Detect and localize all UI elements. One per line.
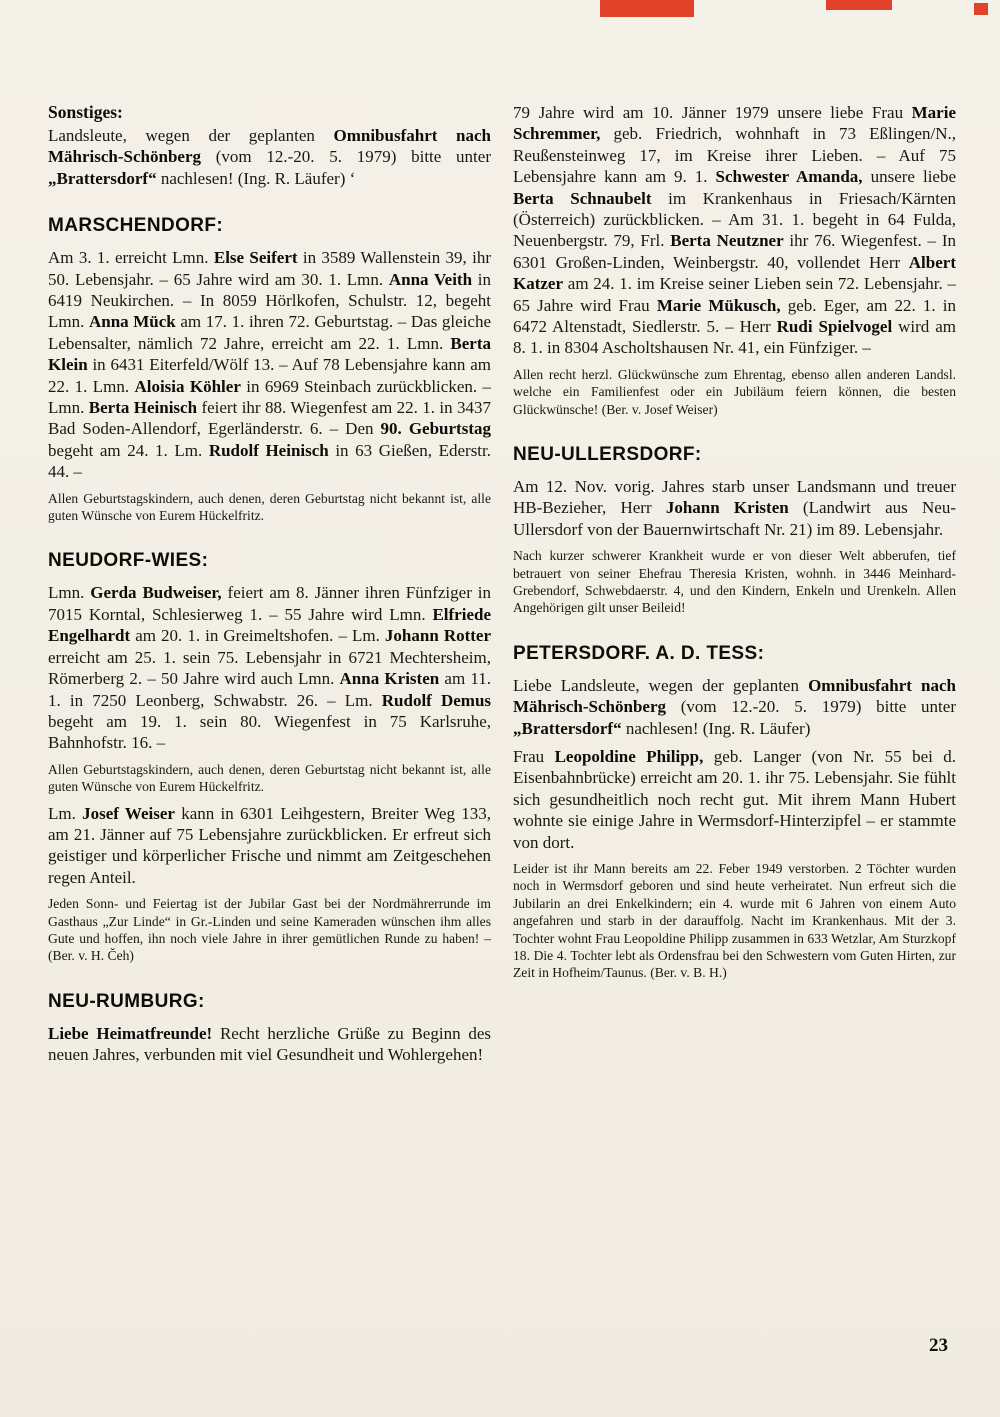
- text-run: in 6419 Neukirchen. – In 8059 Hörlkofen, Schulstr. 12, begeht Lmn.: [48, 269, 491, 332]
- body-paragraph: [513, 102, 956, 359]
- emphasized-text: „Brattersdorf“: [513, 718, 622, 738]
- text-run: Allen Geburtstagskindern, auch denen, deren Geburtstag nicht bekannt ist, alle guten Wünsche von Eurem Hückelfritz.: [48, 490, 491, 524]
- text-run: Leider ist ihr Mann bereits am 22. Feber 1949 verstorben. 2 Töchter wurden noch in Wermsdorf geboren und sind heute verheiratet. Nun erfreut sich die Jubilarin an drei Enkelkindern; ein 4. wurde mit 6 Jahren von einem Auto angefahren und starb in der darauffolg. Nacht im Krankenhaus. Mit der 3. Tochter wohnt Frau Leopoldine Philipp zusammen in 633 Wetzlar, Am Sturzkopf 18. Die 4. Tochter lebt als Ordensfrau bei den Schwestern vom Guten Hirten, zur Zeit in Hofheim/Taunus. (Ber. v. B. H.): [513, 861, 956, 981]
- emphasized-text: Elfriede Engelhardt: [48, 604, 491, 646]
- text-run: am 20. 1. in Greimeltshofen. – Lm.: [130, 626, 385, 646]
- text-run: Am 12. Nov. vorig. Jahres starb unser Landsmann und treuer HB-Bezieher, Herr: [513, 477, 956, 518]
- text-run: Frau: [513, 747, 555, 767]
- red-redaction-mark: [974, 3, 988, 15]
- text-run: geb. Friedrich, wohnhaft in 73 Eßlingen/N., Reußensteinweg 17, im Kreise ihrer Lieben. – Auf 75 Lebensjahre kann am 9. 1.: [513, 124, 956, 187]
- body-paragraph: [48, 803, 491, 889]
- section-heading: NEU-ULLERSDORF:: [513, 444, 702, 466]
- section-heading: MARSCHENDORF:: [48, 215, 224, 237]
- article-section: [48, 550, 491, 964]
- emphasized-text: Leopoldine Philipp,: [554, 747, 704, 767]
- emphasized-text: Berta Klein: [48, 333, 491, 375]
- emphasized-text: Josef Weiser: [82, 803, 175, 823]
- emphasized-text: Rudi Spielvogel: [776, 317, 893, 337]
- text-run: (vom 12.-20. 5. 1979) bitte unter: [666, 697, 956, 717]
- emphasized-text: Omnibusfahrt nach Mährisch-Schönberg: [513, 675, 956, 717]
- section-heading: Sonstiges:: [48, 102, 123, 122]
- body-paragraph: [48, 1023, 491, 1066]
- text-run: kann in 6301 Leihgestern, Breiter Weg 133, am 21. Jänner auf 75 Lebensjahre zurückblicken. Er erfreut sich geistiger und körperlicher Frische und nimmt am Zeitgeschehen regen Anteil.: [48, 803, 491, 887]
- emphasized-text: Albert Katzer: [513, 252, 956, 294]
- text-run: Jeden Sonn- und Feiertag ist der Jubilar Gast bei der Nordmährerrunde im Gasthaus „Zur Linde“ in Gr.-Linden und seine Kameraden wünschen ihm alles Gute und hoffen, ihn noch viele Jahre in ihrer gemütlichen Runde zu haben! – (Ber. v. H. Čeh): [48, 896, 491, 964]
- emphasized-text: Johann Kristen: [665, 498, 789, 518]
- section-heading: NEUDORF-WIES:: [48, 550, 209, 572]
- text-run: begeht am 19. 1. sein 80. Wiegenfest in 75 Karlsruhe, Bahnhofstr. 16. –: [48, 711, 491, 753]
- section-heading: PETERSDORF. A. D. TESS:: [513, 642, 765, 664]
- body-paragraph: [48, 582, 491, 753]
- left-column: [48, 102, 491, 1073]
- text-run: in 63 Gießen, Ederstr. 44. –: [48, 440, 492, 482]
- article-section: [513, 643, 956, 982]
- text-run: Lmn.: [48, 583, 91, 603]
- text-run: begeht am 24. 1. Lm.: [48, 440, 209, 460]
- emphasized-text: Anna Mück: [88, 312, 176, 332]
- fine-print-paragraph: [513, 366, 956, 418]
- text-run: am 24. 1. im Kreise seiner Lieben sein 72. Lebensjahr. – 65 Jahre wird Frau: [513, 274, 956, 315]
- emphasized-text: Else Seifert: [213, 248, 298, 268]
- fine-print-paragraph: [513, 860, 956, 982]
- fine-print-paragraph: [48, 490, 491, 525]
- text-run: in 3589 Wallenstein 39, ihr 50. Lebensjahr. – 65 Jahre wird am 30. 1. Lmn.: [48, 248, 492, 289]
- text-run: Lm.: [48, 803, 83, 823]
- emphasized-text: 90. Geburtstag: [380, 419, 491, 439]
- text-run: ihr 76. Wiegenfest. – In 6301 Großen-Linden, Weinbergstr. 40, vollendet Herr: [513, 231, 956, 272]
- article-section: [513, 102, 956, 418]
- body-paragraph: [513, 675, 956, 739]
- red-redaction-mark: [600, 0, 694, 17]
- text-run: nachlesen! (Ing. R. Läufer) ‘: [156, 168, 356, 188]
- emphasized-text: Rudolf Demus: [381, 690, 492, 710]
- text-run: Am 3. 1. erreicht Lmn.: [48, 248, 214, 268]
- article-section: [48, 215, 491, 524]
- fine-print-paragraph: [48, 761, 491, 796]
- emphasized-text: Schwester Amanda,: [715, 167, 863, 187]
- right-column: [513, 102, 956, 1073]
- body-paragraph: [513, 476, 956, 540]
- text-run: unsere liebe: [862, 167, 957, 187]
- text-run: in 6431 Eiterfeld/Wölf 13. – Auf 78 Lebensjahre kann am 22. 1. Lmn.: [48, 355, 491, 396]
- text-run: am 17. 1. ihren 72. Geburtstag. – Das gleiche Lebensalter, nämlich 72 Jahre, erreicht am 22. 1. Lmn.: [48, 312, 492, 353]
- text-run: Allen Geburtstagskindern, auch denen, deren Geburtstag nicht bekannt ist, alle guten Wünsche von Eurem Hückelfritz.: [48, 761, 491, 795]
- text-run: nachlesen! (Ing. R. Läufer): [621, 718, 811, 738]
- emphasized-text: Gerda Budweiser,: [90, 583, 222, 603]
- emphasized-text: Rudolf Heinisch: [208, 440, 329, 460]
- emphasized-text: Berta Schnaubelt: [513, 188, 652, 208]
- text-run: geb. Langer (von Nr. 55 bei d. Eisenbahnbrücke) erreicht am 20. 1. ihr 75. Lebensjahr. Sie fühlt sich gesundheitlich noch recht gut. Mit ihrem Mann Hubert wohnte sie einige Jahre in Wermsdorf-Hinterzipfel – er stammte von dort.: [513, 747, 956, 852]
- text-run: Recht herzliche Grüße zu Beginn des neuen Jahres, verbunden mit viel Gesundheit und Wohlergehen!: [48, 1023, 491, 1065]
- body-paragraph: [48, 247, 491, 482]
- text-run: Allen recht herzl. Glückwünsche zum Ehrentag, ebenso allen anderen Landsl. welche ein Familienfest oder ein Jubiläum feiern können, die besten Glückwünsche! (Ber. v. Josef Weiser): [513, 366, 956, 417]
- body-paragraph: [48, 125, 491, 189]
- text-run: (vom 12.-20. 5. 1979) bitte unter: [201, 147, 491, 167]
- page-number: 23: [929, 1335, 948, 1356]
- emphasized-text: „Brattersdorf“: [48, 168, 157, 188]
- article-section: [513, 444, 956, 617]
- text-run: Landsleute, wegen der geplanten: [48, 126, 334, 145]
- emphasized-text: Anna Veith: [388, 269, 473, 289]
- fine-print-paragraph: [513, 547, 956, 617]
- emphasized-text: Omnibusfahrt nach Mährisch-Schönberg: [48, 126, 491, 167]
- text-run: in 6969 Steinbach zurückblicken. – Lmn.: [48, 376, 491, 418]
- emphasized-text: Berta Heinisch: [88, 398, 198, 418]
- emphasized-text: Anna Kristen: [339, 669, 440, 689]
- text-run: Liebe Landsleute, wegen der geplanten: [513, 675, 809, 695]
- emphasized-text: Marie Schremmer,: [513, 103, 956, 144]
- section-heading: NEU-RUMBURG:: [48, 990, 205, 1012]
- text-run: 79 Jahre wird am 10. Jänner 1979 unsere liebe Frau: [513, 103, 912, 122]
- text-run: geb. Eger, am 22. 1. in 6472 Altenstadt, Siedlerstr. 5. – Herr: [513, 295, 956, 337]
- article-section: [48, 102, 491, 189]
- body-paragraph: [513, 746, 956, 853]
- text-run: Nach kurzer schwerer Krankheit wurde er von dieser Welt abberufen, tief betrauert von seiner Ehefrau Theresia Kristen, wohnh. in 3446 Meinhard-Grebendorf, Schwebdaerstr. 4, und den Kindern, Enkeln und Urenkeln. Allen Angehörigen gilt unser Beileid!: [513, 548, 956, 616]
- text-run: (Landwirt aus Neu-Ullersdorf von der Bauernwirtschaft Nr. 21) im 89. Lebensjahr.: [513, 498, 956, 539]
- emphasized-text: Johann Rotter: [384, 626, 492, 646]
- text-run: feiert ihr 88. Wiegenfest am 22. 1. in 3437 Bad Soden-Allendorf, Egerländerstr. 6. – Den: [48, 398, 492, 439]
- red-redaction-mark: [826, 0, 892, 10]
- emphasized-text: Aloisia Köhler: [134, 376, 241, 396]
- emphasized-text: Berta Neutzner: [670, 231, 784, 251]
- fine-print-paragraph: [48, 895, 491, 965]
- article-section: [48, 991, 491, 1066]
- emphasized-text: Liebe Heimatfreunde!: [48, 1023, 213, 1043]
- text-run: am 11. 1. in 7250 Leonberg, Schwabstr. 26. – Lm.: [48, 669, 491, 710]
- emphasized-text: Marie Mükusch,: [656, 295, 781, 315]
- text-run: wird am 8. 1. in 8304 Ascholtshausen Nr. 41, ein Fünfziger. –: [513, 317, 956, 358]
- text-run: feiert am 8. Jänner ihren Fünfziger in 7015 Korntal, Schlesierweg 1. – 55 Jahre wird Lmn.: [48, 583, 491, 624]
- text-run: erreicht am 25. 1. sein 75. Lebensjahr in 6721 Mechtersheim, Römerberg 2. – 50 Jahre wird auch Lmn.: [48, 647, 491, 689]
- text-run: im Krankenhaus in Friesach/Kärnten (Österreich) zurückblicken. – Am 31. 1. begeht in 64 Fulda, Neuenbergstr. 79, Frl.: [513, 188, 956, 251]
